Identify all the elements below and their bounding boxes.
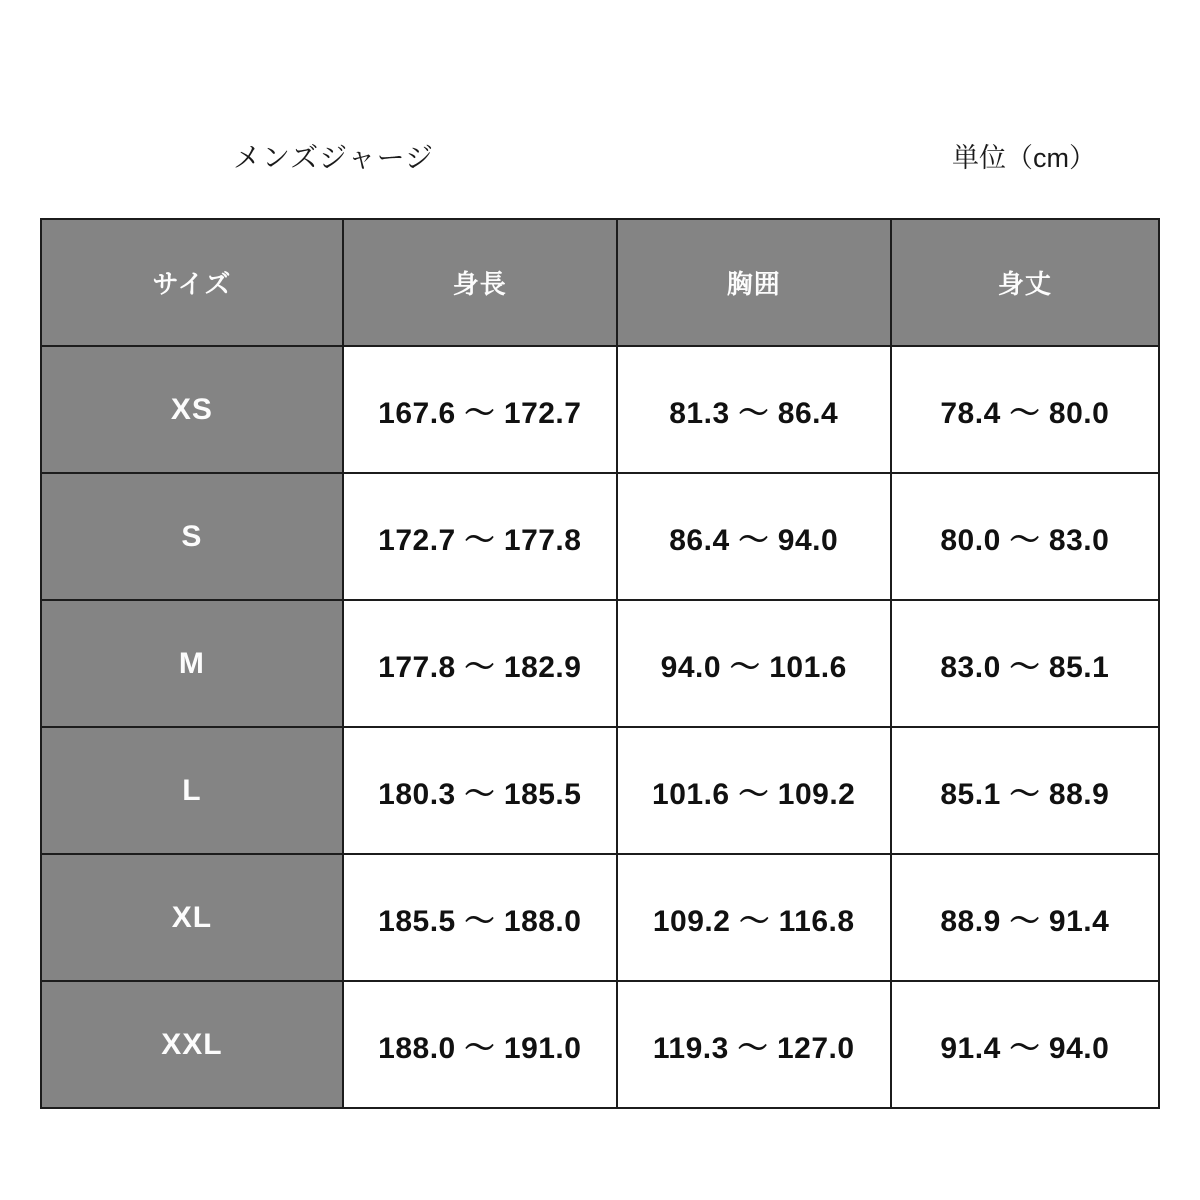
- height-range-xs: 167.6 〜 172.7: [343, 346, 617, 473]
- chest-range-s: 86.4 〜 94.0: [617, 473, 891, 600]
- table-row: [41, 346, 1159, 473]
- size-label-xxl: XXL: [41, 981, 343, 1108]
- table-row: [41, 600, 1159, 727]
- size-chart-table: [40, 218, 1160, 1109]
- table-body: [41, 346, 1159, 1108]
- table-row: [41, 727, 1159, 854]
- table-header: [41, 219, 1159, 346]
- column-header-size: サイズ: [41, 219, 343, 346]
- size-label-xs: XS: [41, 346, 343, 473]
- size-label-xl: XL: [41, 854, 343, 981]
- length-range-m: 83.0 〜 85.1: [891, 600, 1159, 727]
- height-range-m: 177.8 〜 182.9: [343, 600, 617, 727]
- height-range-xxl: 188.0 〜 191.0: [343, 981, 617, 1108]
- height-range-l: 180.3 〜 185.5: [343, 727, 617, 854]
- chest-range-xs: 81.3 〜 86.4: [617, 346, 891, 473]
- size-label-l: L: [41, 727, 343, 854]
- header-row: [41, 219, 1159, 346]
- size-label-m: M: [41, 600, 343, 727]
- chest-range-m: 94.0 〜 101.6: [617, 600, 891, 727]
- unit-label: 単位（cm）: [952, 143, 1096, 173]
- column-header-height: 身長: [343, 219, 617, 346]
- chart-title: メンズジャージ: [233, 142, 435, 173]
- chest-range-l: 101.6 〜 109.2: [617, 727, 891, 854]
- height-range-xl: 185.5 〜 188.0: [343, 854, 617, 981]
- length-range-xs: 78.4 〜 80.0: [891, 346, 1159, 473]
- size-label-s: S: [41, 473, 343, 600]
- chest-range-xl: 109.2 〜 116.8: [617, 854, 891, 981]
- column-header-chest: 胸囲: [617, 219, 891, 346]
- table-row: [41, 473, 1159, 600]
- table-row: [41, 981, 1159, 1108]
- column-header-length: 身丈: [891, 219, 1159, 346]
- length-range-s: 80.0 〜 83.0: [891, 473, 1159, 600]
- length-range-xxl: 91.4 〜 94.0: [891, 981, 1159, 1108]
- length-range-xl: 88.9 〜 91.4: [891, 854, 1159, 981]
- height-range-s: 172.7 〜 177.8: [343, 473, 617, 600]
- table-row: [41, 854, 1159, 981]
- chest-range-xxl: 119.3 〜 127.0: [617, 981, 891, 1108]
- length-range-l: 85.1 〜 88.9: [891, 727, 1159, 854]
